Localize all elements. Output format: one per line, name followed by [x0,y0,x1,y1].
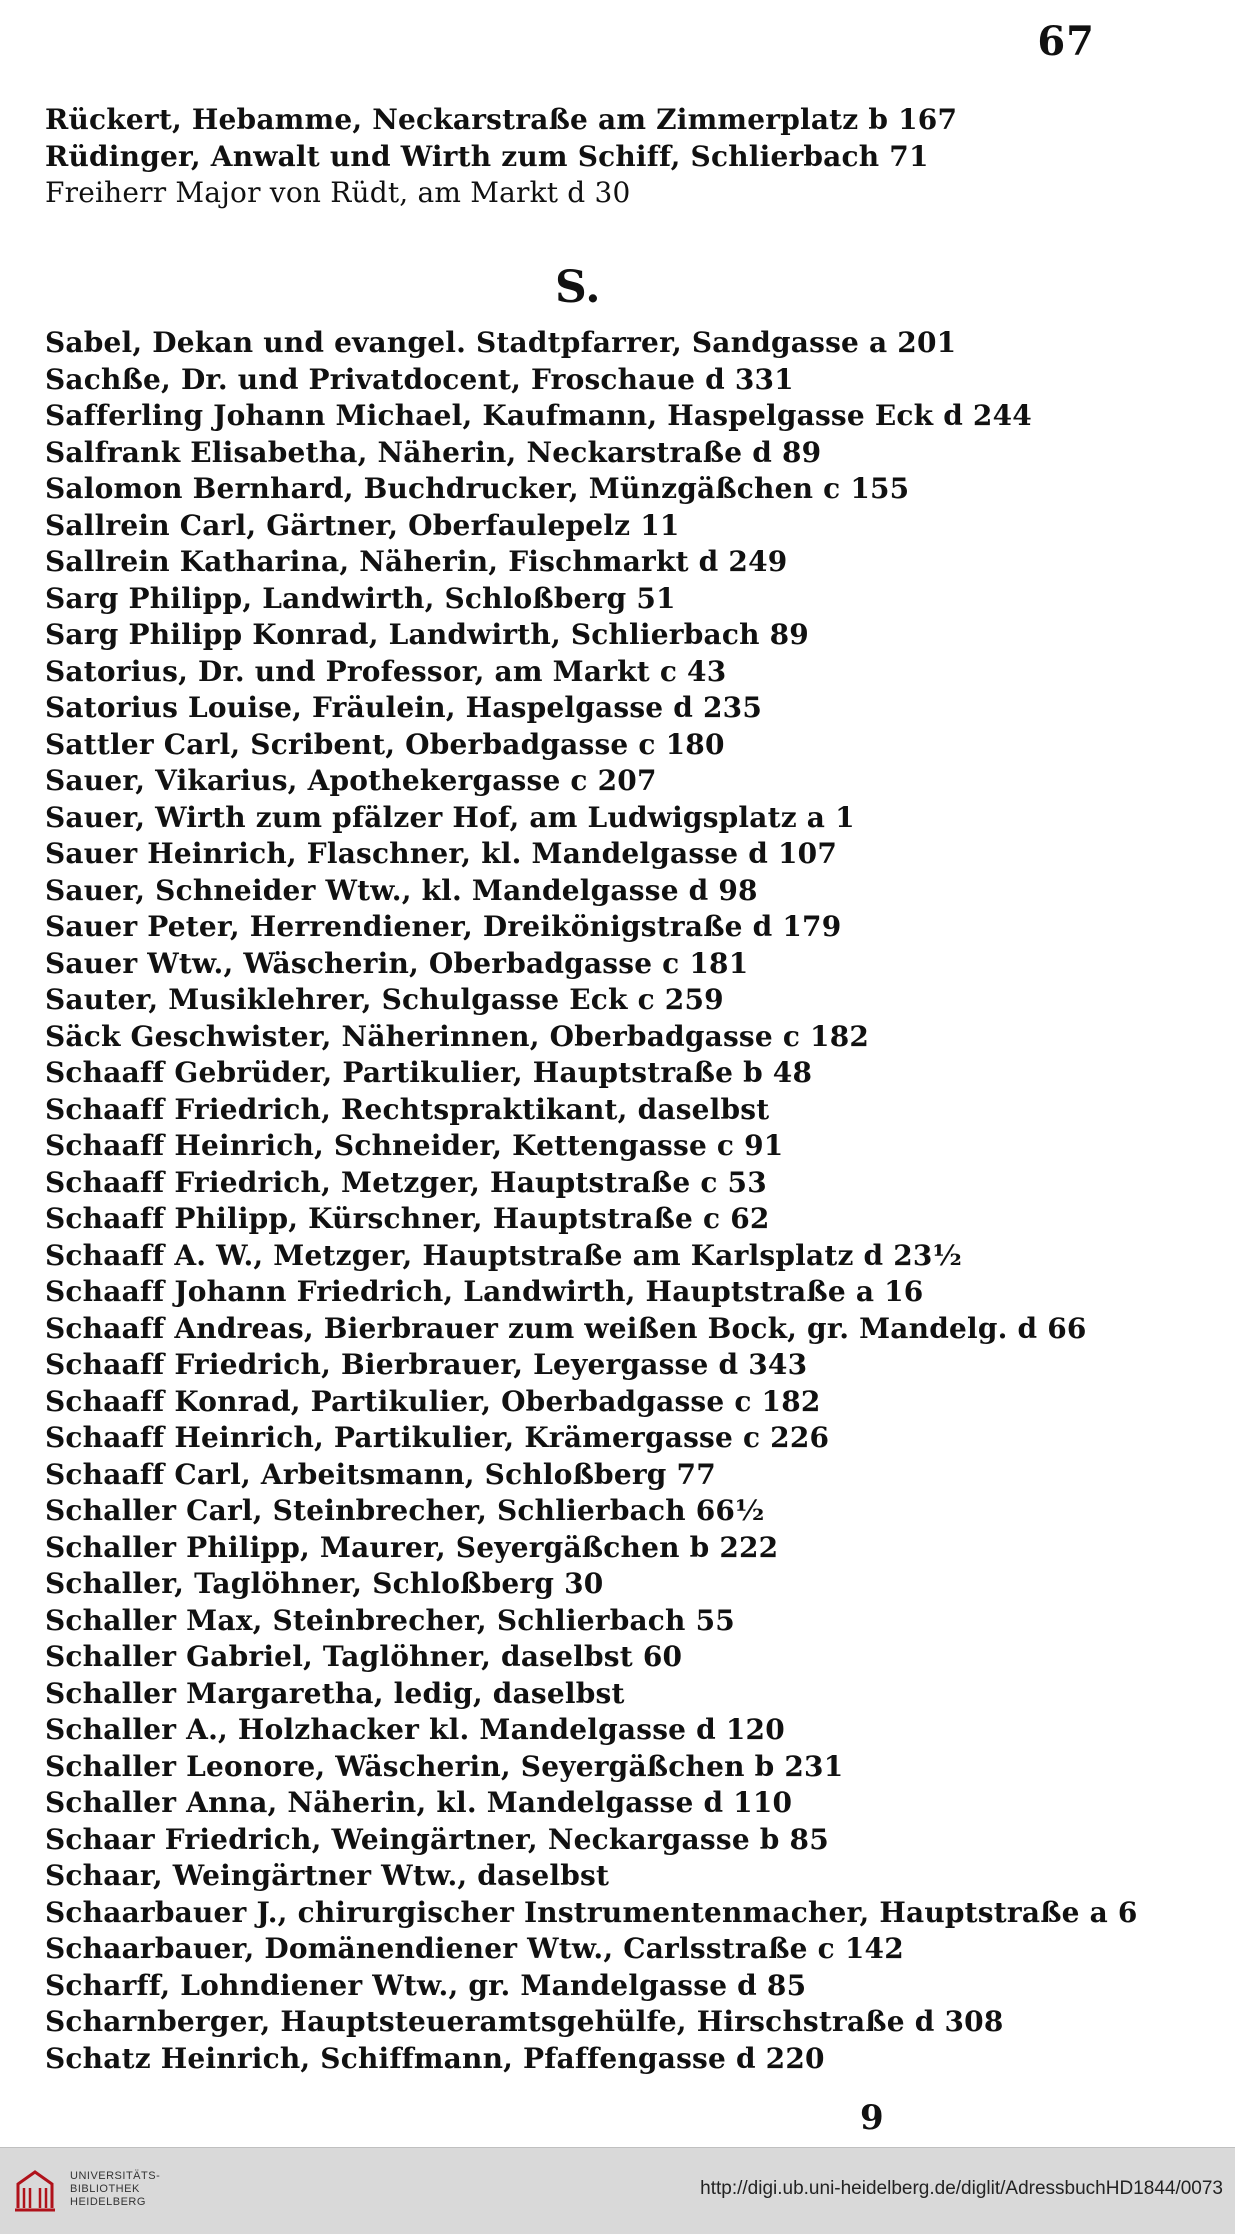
list-item: Schaar, Weingärtner Wtw., daselbst [45,1859,610,1892]
s-entries-block [45,325,1145,2077]
list-item: Freiherr Major von Rüdt, am Markt d 30 [45,176,631,209]
list-item: Sauer Heinrich, Flaschner, kl. Mandelgasse d 107 [45,837,838,870]
list-item: Sauer, Wirth zum pfälzer Hof, am Ludwigsplatz a 1 [45,800,855,834]
list-item: Schaaff Friedrich, Rechtspraktikant, daselbst [45,1092,770,1126]
list-item: Schaaff A. W., Metzger, Hauptstraße am Karlsplatz d 23½ [45,1238,963,1272]
library-logo-icon[interactable] [12,2168,58,2214]
list-item: Salfrank Elisabetha, Näherin, Neckarstraße d 89 [45,435,822,469]
list-item: Sauer Peter, Herrendiener, Dreikönigstraße d 179 [45,910,842,943]
section-heading: S. [555,262,601,313]
list-item: Sauter, Musiklehrer, Schulgasse Eck c 259 [45,983,724,1016]
list-item: Schaller Philipp, Maurer, Seyergäßchen b 222 [45,1530,779,1564]
list-item: Schaarbauer, Domänendiener Wtw., Carlsstraße c 142 [45,1932,904,1965]
list-item: Schaller Margaretha, ledig, daselbst [45,1676,625,1710]
list-item: Schaarbauer J., chirurgischer Instrumentenmacher, Hauptstraße a 6 [45,1895,1138,1929]
list-item: Schaller Leonore, Wäscherin, Seyergäßchen b 231 [45,1749,844,1783]
list-item: Schaar Friedrich, Weingärtner, Neckargasse b 85 [45,1822,829,1856]
library-name-line: HEIDELBERG [70,2196,146,2208]
footer-bar [0,2147,1235,2234]
list-item: Schaaff Friedrich, Metzger, Hauptstraße c 53 [45,1165,767,1199]
list-item: Sallrein Carl, Gärtner, Oberfaulepelz 11 [45,508,680,542]
list-item: Sarg Philipp Konrad, Landwirth, Schlierbach 89 [45,618,809,651]
list-item: Schatz Heinrich, Schiffmann, Pfaffengasse d 220 [45,2041,825,2075]
signature-mark: 9 [860,2098,884,2138]
list-item: Sarg Philipp, Landwirth, Schloßberg 51 [45,581,676,615]
list-item: Schaller Gabriel, Taglöhner, daselbst 60 [45,1640,683,1673]
library-name [70,2170,160,2209]
list-item: Schaller Carl, Steinbrecher, Schlierbach 66½ [45,1494,765,1527]
list-item: Schaller A., Holzhacker kl. Mandelgasse d 120 [45,1713,785,1746]
list-item: Sabel, Dekan und evangel. Stadtpfarrer, Sandgasse a 201 [45,326,957,359]
list-item: Schaaff Philipp, Kürschner, Hauptstraße c 62 [45,1202,770,1235]
list-item: Schaaff Carl, Arbeitsmann, Schloßberg 77 [45,1457,716,1491]
list-item: Safferling Johann Michael, Kaufmann, Haspelgasse Eck d 244 [45,399,1032,432]
list-item: Sauer, Schneider Wtw., kl. Mandelgasse d 98 [45,873,758,907]
list-item: Rüdinger, Anwalt und Wirth zum Schiff, Schlierbach 71 [45,139,929,173]
list-item: Schaaff Gebrüder, Partikulier, Hauptstraße b 48 [45,1056,813,1089]
list-item: Satorius, Dr. und Professor, am Markt c 43 [45,654,727,688]
list-item: Satorius Louise, Fräulein, Haspelgasse d 235 [45,691,763,724]
list-item: Schaaff Heinrich, Schneider, Kettengasse c 91 [45,1129,784,1162]
list-item: Rückert, Hebamme, Neckarstraße am Zimmerplatz b 167 [45,103,958,136]
list-item: Schaller Max, Steinbrecher, Schlierbach 55 [45,1603,735,1637]
list-item: Sallrein Katharina, Näherin, Fischmarkt d 249 [45,545,788,578]
library-name-line: UNIVERSITÄTS- [70,2170,161,2182]
page-number: 67 [1037,18,1095,65]
list-item: Scharff, Lohndiener Wtw., gr. Mandelgasse d 85 [45,1968,807,2002]
list-item: Scharnberger, Hauptsteueramtsgehülfe, Hirschstraße d 308 [45,2005,1004,2038]
list-item: Säck Geschwister, Näherinnen, Oberbadgasse c 182 [45,1019,870,1053]
list-item: Sattler Carl, Scribent, Oberbadgasse c 180 [45,727,725,761]
list-item: Salomon Bernhard, Buchdrucker, Münzgäßchen c 155 [45,472,910,505]
list-item: Sauer Wtw., Wäscherin, Oberbadgasse c 181 [45,946,749,980]
list-item: Schaaff Andreas, Bierbrauer zum weißen Bock, gr. Mandelg. d 66 [45,1311,1087,1345]
list-item: Schaaff Friedrich, Bierbrauer, Leyergasse d 343 [45,1348,808,1381]
list-item: Schaaff Konrad, Partikulier, Oberbadgasse c 182 [45,1384,821,1418]
list-item: Schaaff Heinrich, Partikulier, Krämergasse c 226 [45,1421,830,1454]
list-item: Sauer, Vikarius, Apothekergasse c 207 [45,764,657,797]
list-item: Schaller Anna, Näherin, kl. Mandelgasse d 110 [45,1786,793,1819]
source-url-link[interactable]: http://digi.ub.uni-heidelberg.de/diglit/AdressbuchHD1844/0073 [700,2178,1223,2199]
list-item: Schaaff Johann Friedrich, Landwirth, Hauptstraße a 16 [45,1275,924,1308]
list-item: Schaller, Taglöhner, Schloßberg 30 [45,1567,604,1600]
library-name-line: BIBLIOTHEK [70,2183,140,2195]
list-item: Sachße, Dr. und Privatdocent, Froschaue d 331 [45,362,794,396]
r-entries-block [45,102,1145,212]
